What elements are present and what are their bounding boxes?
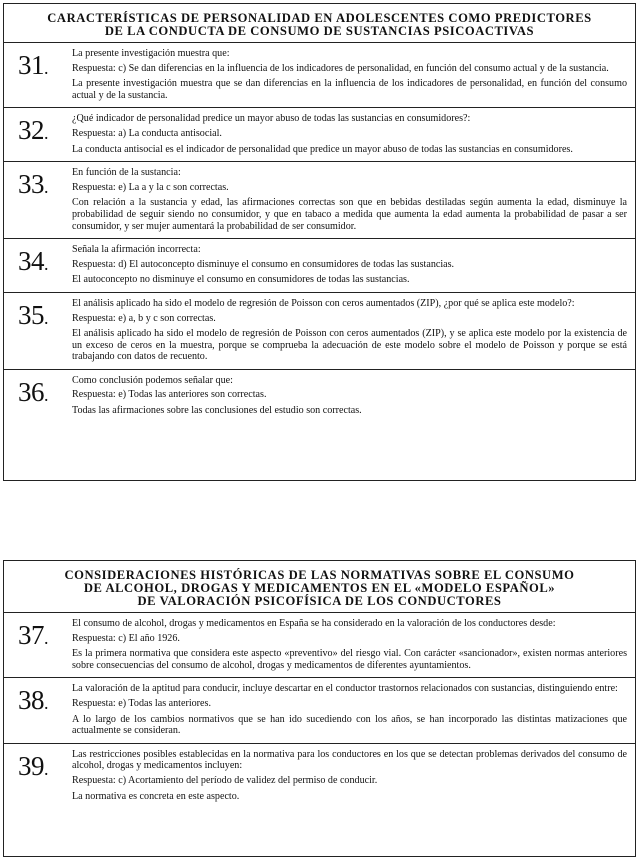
answer-text: Respuesta: e) Todas las anteriores.	[72, 697, 211, 709]
section-title-line: DE ALCOHOL, DROGAS Y MEDICAMENTOS EN EL «MODELO ESPAÑOL»	[83, 581, 556, 595]
answer-text: Respuesta: a) La conducta antisocial.	[72, 127, 222, 139]
answer-text: Respuesta: e) a, b y c son correctas.	[72, 312, 216, 324]
explanation-text: La conducta antisocial es el indicador de personalidad que predice un mayor abuso de todas las sustancias en consumidores.	[72, 143, 573, 155]
section-title	[4, 561, 635, 612]
answer-text: Respuesta: c) El año 1926.	[72, 632, 180, 644]
question-item-37	[4, 612, 635, 677]
question-text: En función de la sustancia:	[72, 167, 181, 179]
question-item-36	[4, 369, 635, 423]
explanation-text: La presente investigación muestra que se dan diferencias en la influencia de los indicadores de personalidad, en función del consumo actual y de la sustancia.	[72, 78, 627, 101]
answer-text: Respuesta: e) La a y la c son correctas.	[72, 181, 229, 193]
question-text: Señala la afirmación incorrecta:	[72, 244, 201, 256]
answer-text: Respuesta: c) Se dan diferencias en la influencia de los indicadores de personalidad, en función del consumo actual y de la sustancia.	[72, 62, 609, 74]
explanation-text: La normativa es concreta en este aspecto.	[72, 790, 240, 802]
section-title-line: DE LA CONDUCTA DE CONSUMO DE SUSTANCIAS PSICOACTIVAS	[104, 24, 535, 38]
question-item-35	[4, 292, 635, 369]
answer-text: Respuesta: c) Acortamiento del período de validez del permiso de conducir.	[72, 774, 378, 786]
question-number: 33.	[18, 169, 48, 200]
section-title-line: DE VALORACIÓN PSICOFÍSICA DE LOS CONDUCTORES	[137, 594, 502, 608]
explanation-text: A lo largo de los cambios normativos que se han ido sucediendo con los años, se han incorporado las distintas matizaciones que actualmente se consideran.	[72, 713, 627, 737]
question-number: 37.	[18, 620, 48, 650]
question-item-34	[4, 238, 635, 292]
section-title	[4, 4, 635, 42]
section-title-line: CARACTERÍSTICAS DE PERSONALIDAD EN ADOLESCENTES COMO PREDICTORES	[47, 11, 592, 25]
section-normativas-historicas	[3, 560, 636, 857]
question-item-39	[4, 743, 635, 808]
question-item-32	[4, 107, 635, 161]
question-text: ¿Qué indicador de personalidad predice un mayor abuso de todas las sustancias en consumidores?:	[72, 113, 471, 125]
question-item-38	[4, 677, 635, 742]
question-number: 38.	[18, 685, 48, 716]
answer-text: Respuesta: e) Todas las anteriores son correctas.	[72, 389, 267, 401]
question-number: 34.	[18, 246, 48, 277]
answer-text: Respuesta: d) El autoconcepto disminuye el consumo en consumidores de todas las sustancias.	[72, 258, 455, 270]
explanation-text: Es la primera normativa que considera este aspecto «preventivo» del riesgo vial. Con carácter «sancionador», existen normas anteriores sobre consecuencias del consumo de alcohol, drogas y medicamentos de diferentes ayuntamientos.	[72, 648, 627, 671]
question-text: El consumo de alcohol, drogas y medicamentos en España se ha considerado en la valoración de los conductores desde:	[72, 618, 556, 629]
question-item-31	[4, 42, 635, 107]
question-text: El análisis aplicado ha sido el modelo de regresión de Poisson con ceros aumentados (ZIP), ¿por qué se aplica este modelo?:	[72, 297, 575, 309]
question-number: 36.	[18, 376, 48, 407]
question-number: 32.	[18, 115, 48, 146]
explanation-text: El análisis aplicado ha sido el modelo de regresión de Poisson con ceros aumentados (ZIP), y se aplica este modelo por la existencia de un exceso de ceros en la muestra, porque se comprueba la adecuación de este modelo sobre el modelo de Poisson y porque se está trabajando con datos de recuento.	[72, 328, 627, 363]
explanation-text: Con relación a la sustancia y edad, las afirmaciones correctas son que en bebidas destiladas según aumenta la edad, disminuye la probabilidad de seguir siendo no consumidor, y que en tabaco a medida que aumenta la edad aumenta la probabilidad de pasar a ser consumidor, y ser mujer aumentará la probabilidad de ser consumidor.	[72, 197, 627, 232]
question-item-33	[4, 161, 635, 238]
question-number: 31.	[18, 50, 48, 80]
question-text: Como conclusión podemos señalar que:	[72, 374, 233, 386]
question-text: La valoración de la aptitud para conducir, incluye descartar en el conductor trastornos relacionados con sustancias, distinguiendo entre:	[72, 683, 618, 695]
section-personalidad-adolescentes	[3, 3, 636, 481]
question-text: La presente investigación muestra que:	[72, 48, 230, 59]
explanation-text: Todas las afirmaciones sobre las conclusiones del estudio son correctas.	[72, 405, 362, 417]
question-number: 39.	[18, 750, 48, 781]
question-text: Las restricciones posibles establecidas en la normativa para los conductores en los que se detectan problemas derivados del consumo de alcohol, drogas y medicamentos incluyen:	[72, 748, 627, 772]
section-title-line: CONSIDERACIONES HISTÓRICAS DE LAS NORMATIVAS SOBRE EL CONSUMO	[64, 568, 575, 582]
explanation-text: El autoconcepto no disminuye el consumo en consumidores de todas las sustancias.	[72, 274, 410, 286]
question-number: 35.	[18, 299, 48, 330]
